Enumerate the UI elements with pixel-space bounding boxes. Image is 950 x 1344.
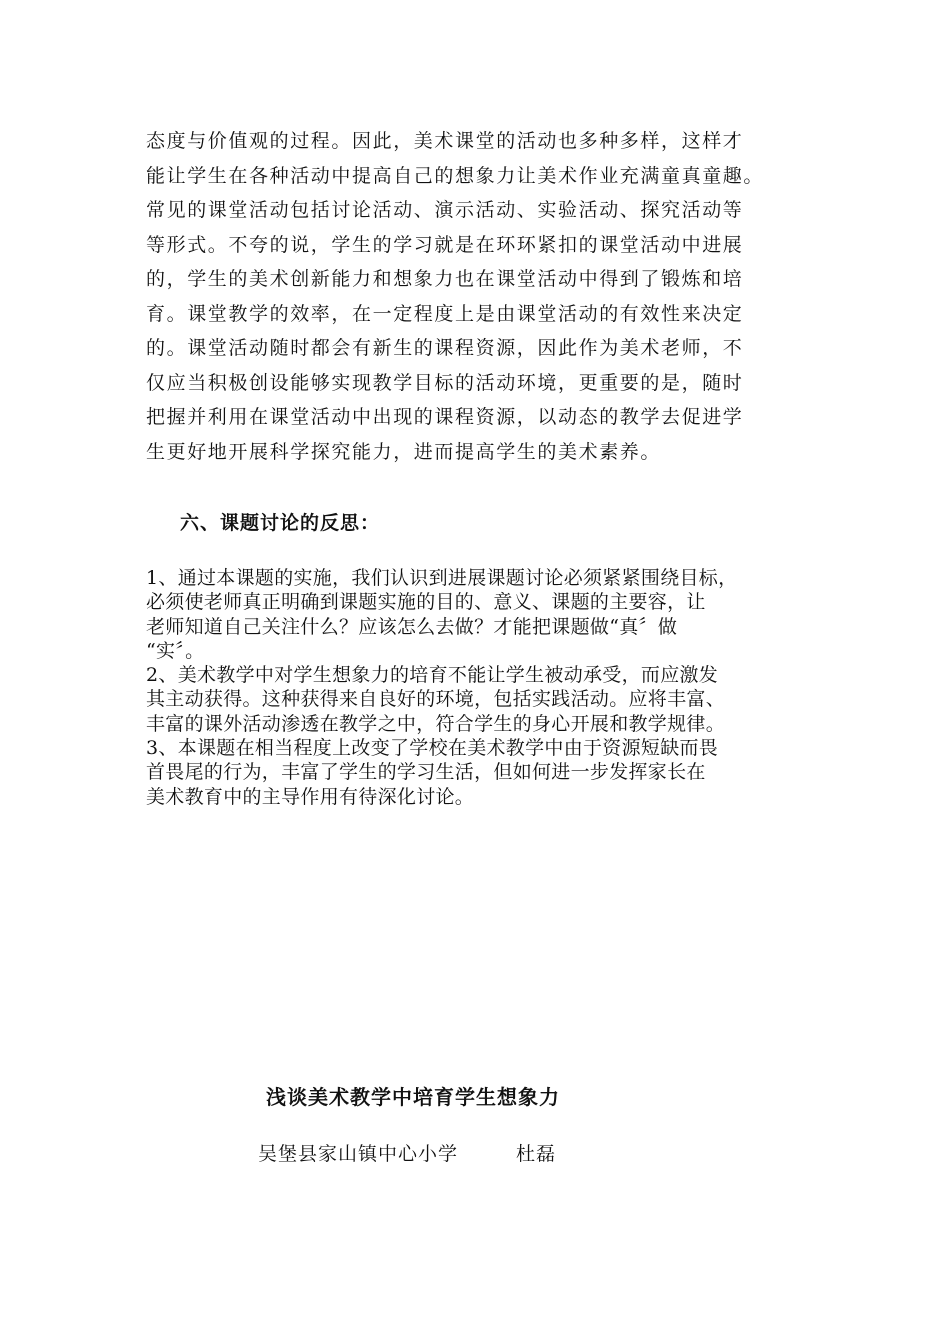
- section-heading: 六、课题讨论的反思：: [180, 512, 381, 534]
- reflection-line: 其主动获得。这种获得来自良好的环境，包括实践活动。应将丰富、: [146, 688, 726, 711]
- paragraph-line: 态度与价值观的过程。因此，美术课堂的活动也多种多样，这样才: [146, 130, 744, 152]
- reflection-line: 1、通过本课题的实施，我们认识到进展课题讨论必须紧紧围绕目标，: [146, 567, 738, 589]
- article-title: 浅谈美术教学中培育学生想象力: [266, 1085, 560, 1109]
- paragraph-line: 把握并利用在课堂活动中出现的课程资源，以动态的教学去促进学: [146, 406, 744, 428]
- reflection-list: [146, 566, 826, 809]
- reflection-line: “实〞。: [146, 639, 205, 662]
- reflection-line: 3、本课题在相当程度上改变了学校在美术教学中由于资源短缺而畏: [146, 737, 719, 760]
- paragraph-line: 常见的课堂活动包括讨论活动、演示活动、实验活动、探究活动等: [146, 199, 744, 221]
- reflection-line: 必须使老师真正明确到课题实施的目的、意义、课题的主要容，让: [146, 591, 706, 614]
- paragraph-line: 等形式。不夸的说，学生的学习就是在环环紧扣的课堂活动中进展: [146, 233, 744, 256]
- byline: [258, 1139, 556, 1166]
- reflection-line: 首畏尾的行为，丰富了学生的学习生活，但如何进一步发挥家长在: [146, 761, 706, 784]
- paragraph-line: 能让学生在各种活动中提高自己的想象力让美术作业充满童真童趣。: [146, 164, 765, 187]
- paragraph-line: 育。课堂教学的效率，在一定程度上是由课堂活动的有效性来决定: [146, 302, 744, 325]
- paragraph-line: 仅应当积极创设能够实现教学目标的活动环境，更重要的是，随时: [146, 371, 744, 394]
- school-name: 吴堡县家山镇中心小学: [258, 1143, 459, 1165]
- paragraph-line: 生更好地开展科学探究能力，进而提高学生的美术素养。: [146, 440, 662, 463]
- reflection-line: 丰富的课外活动渗透在教学之中，符合学生的身心开展和教学规律。: [146, 712, 726, 735]
- paragraph-line: 的，学生的美术创新能力和想象力也在课堂活动中得到了锻炼和培: [146, 268, 744, 290]
- reflection-line: 老师知道自己关注什么？应该怎么去做？才能把课题做“真〞做: [146, 615, 678, 638]
- body-paragraph: [146, 124, 826, 469]
- reflection-line: 2、美术教学中对学生想象力的培育不能让学生被动承受，而应激发: [146, 664, 719, 687]
- reflection-line: 美术教育中的主导作用有待深化讨论。: [146, 785, 475, 808]
- author-name: 杜磊: [516, 1143, 557, 1165]
- paragraph-line: 的。课堂活动随时都会有新生的课程资源，因此作为美术老师，不: [146, 337, 744, 359]
